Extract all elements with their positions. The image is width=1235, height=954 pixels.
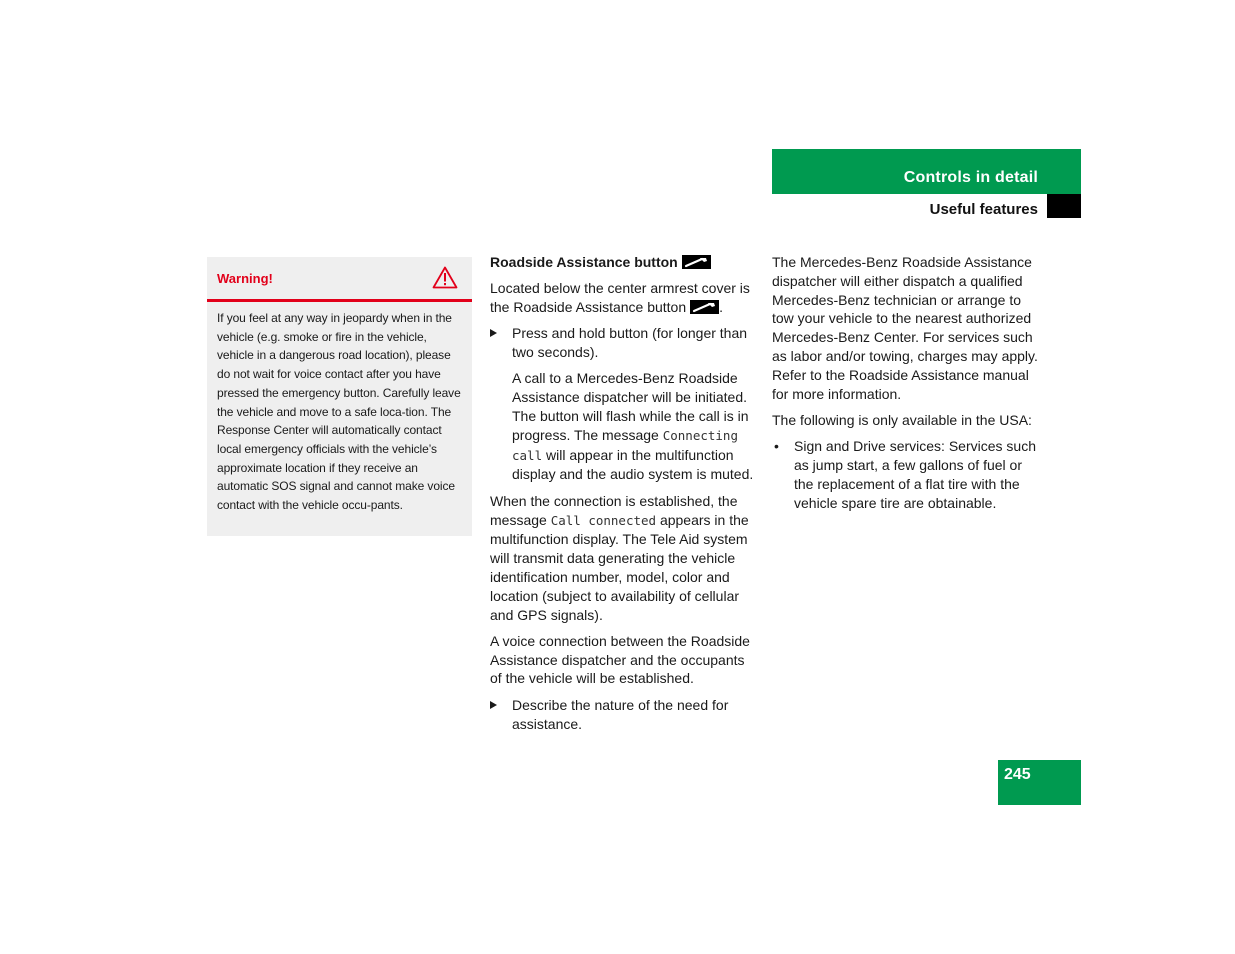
warning-box <box>207 257 472 536</box>
roadside-intro: Located below the center armrest cover is the Roadside Assistance button . <box>490 280 750 316</box>
connection-paragraph: When the connection is established, the message Call connected appears in the multifunction display. The Tele Aid system will transmit data generating the vehicle identification number, model, color and location (subject to availability of cellular and GPS signals). <box>490 492 749 623</box>
instruction-step: Describe the nature of the need for assistance. <box>490 696 758 734</box>
tab-marker <box>1047 194 1081 218</box>
voice-paragraph: A voice connection between the Roadside Assistance dispatcher and the occupants of the vehicle will be established. <box>490 632 750 687</box>
subsection-title: Useful features <box>929 201 1038 218</box>
warning-text: If you feel at any way in jeopardy when in the vehicle (e.g. smoke or fire in the vehicle, vehicle in a dangerous road location), please do not wait for voice contact after you have pressed the emergency button. Carefully leave the vehicle and move to a safe loca-tion. The Response Center will automatically contact local emergency officials with the vehicle’s approximate location if they receive an automatic SOS signal and cannot make voice contact with the vehicle occu-pants. <box>217 311 461 513</box>
step-result: A call to a Mercedes-Benz Roadside Assistance dispatcher will be initiated. The button will flash while the call is in progress. The message Connecting call will appear in the multifunction display and the audio system is muted. <box>512 370 754 483</box>
roadside-button-icon <box>682 255 711 269</box>
subsection-header <box>772 194 1081 218</box>
roadside-button-icon <box>690 300 719 314</box>
dispatcher-paragraph: The Mercedes-Benz Roadside Assistance dispatcher will either dispatch a qualified Mercedes-Benz technician or arrange to tow your vehicle to the nearest authorized Mercedes-Benz Center. For services such as labor and/or towing, charges may apply. Refer to the Roadside Assistance manual for more information. <box>772 254 1038 402</box>
warning-title: Warning! <box>217 271 273 286</box>
display-message: Connecting call <box>512 427 738 463</box>
bullet-icon: • <box>774 438 779 455</box>
instruction-step: Press and hold button (for longer than two seconds). <box>490 324 758 362</box>
section-header <box>772 149 1081 194</box>
page-number-box <box>998 760 1081 805</box>
column-dispatcher-info <box>772 253 1040 520</box>
roadside-heading: Roadside Assistance button <box>490 253 758 272</box>
page-number: 245 <box>1004 766 1031 783</box>
section-title: Controls in detail <box>903 169 1038 186</box>
column-roadside-assistance <box>490 253 758 741</box>
display-message: Call connected <box>550 512 657 528</box>
warning-triangle-icon <box>432 266 458 289</box>
usa-only-paragraph: The following is only available in the USA: <box>772 411 1032 428</box>
step-arrow-icon <box>490 701 497 709</box>
list-item: • Sign and Drive services: Services such as jump start, a few gallons of fuel or the replacement of a flat tire with the vehicle spare tire are obtainable. <box>774 438 1036 511</box>
step-arrow-icon <box>490 329 497 337</box>
warning-header <box>207 257 472 302</box>
